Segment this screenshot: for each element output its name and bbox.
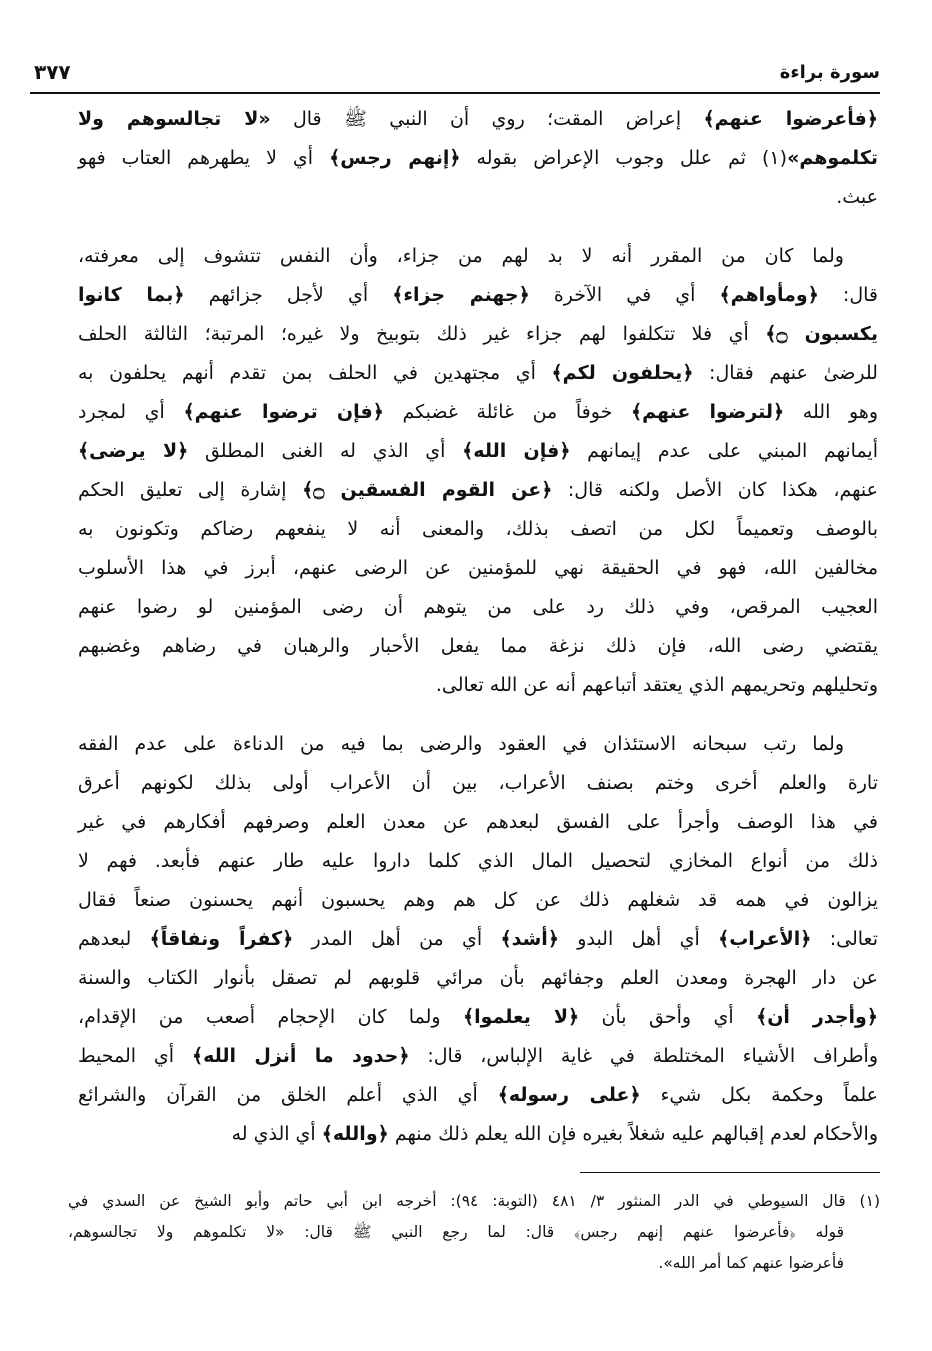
- text-line: [78, 1037, 878, 1076]
- text-line: [78, 354, 878, 393]
- commentary-text: وأطراف الأشياء المختلطة في غاية الإلباس، قال:: [409, 1045, 878, 1067]
- quran-quote: ﴿ومأواهم﴾: [719, 284, 819, 306]
- quran-quote: ﴿وأجدر أن﴾: [756, 1006, 878, 1028]
- commentary-text: أي لا يطهرهم العتاب فهو: [78, 147, 330, 169]
- commentary-text: أي الذي أعلم الخلق من القرآن والشرائع: [78, 1084, 498, 1106]
- commentary-text: ولما كان الإحجام أصعب من الإقدام،: [78, 1006, 463, 1028]
- commentary-text: العجيب المرقص، وفي ذلك رد على من يتوهم أن رضى المؤمنين لو رضوا عنهم: [78, 596, 878, 618]
- commentary-text: ذلك من أنواع المخازي لتحصيل المال الذي كلما داروا عليه طار عنهم فأبعد. فهم لا: [78, 850, 878, 872]
- commentary-text: أي مجتهدين في الحلف بمن تقدم أنهم يحلفون به: [78, 362, 552, 384]
- quran-quote: ﴿يحلفون لكم﴾: [551, 362, 694, 384]
- text-line: [78, 1115, 878, 1154]
- text-line: [78, 139, 878, 178]
- commentary-text: عن دار الهجرة ومعدن العلم وجفائهم بأن مرائي قلوبهم لم تصقل بأنوار الكتاب والسنة: [78, 967, 878, 989]
- commentary-text: عبث.: [836, 186, 878, 208]
- quran-quote: ﴿لا يعلموا﴾: [462, 1006, 580, 1028]
- commentary-text: أي لأجل جزائهم: [184, 284, 393, 306]
- surah-title: سورة براءة: [779, 62, 880, 83]
- text-line: [78, 510, 878, 549]
- commentary-text: قال:: [818, 284, 879, 306]
- text-line: [78, 315, 878, 354]
- commentary-text: أي أهل البدو: [558, 928, 719, 950]
- commentary-text: في هذا الوصف وأجرأ على الفسق لبعدهم عن معدن العلم وصرفهم أفكارهم في غير: [78, 811, 878, 833]
- commentary-text: أيمانهم المبني على عدم إيمانهم: [570, 440, 878, 462]
- quran-quote: ﴿جهنم جزاء﴾: [392, 284, 530, 306]
- text-line: [78, 432, 878, 471]
- quran-quote: ﴿الأعراب﴾: [718, 928, 812, 950]
- quran-quote: ﴿لا يرضى﴾: [78, 440, 189, 462]
- commentary-text: علماً وحكمة بكل شيء: [640, 1084, 878, 1106]
- commentary-text: للرضىٰ عنهم فقال:: [693, 362, 878, 384]
- commentary-text: أي الذي له الغنى المطلق: [188, 440, 463, 462]
- text-line: [78, 393, 878, 432]
- commentary-text: بالوصف وتعميماً لكل من اتصف بذلك، والمعنى أنه لا ينفعهم رضاكم وتكونون به: [78, 518, 878, 540]
- footnote-line: قوله ﴿فأعرضوا عنهم إنهم رجس﴾ قال: لما رجع النبي ﷺ قال: «لا تكلموهم ولا تجالسوهم،: [68, 1223, 844, 1241]
- text-line: [78, 549, 878, 588]
- quran-quote: ﴿فإن الله﴾: [462, 440, 571, 462]
- commentary-text: وهو الله: [784, 401, 879, 423]
- quran-quote: ﴿والله﴾: [321, 1123, 389, 1145]
- commentary-text: وتحليلهم وتحريمهم الذي يعتقد أتباعهم أنه عن الله تعالى.: [435, 674, 878, 696]
- header-divider: [30, 92, 880, 94]
- commentary-text: إعراض المقت؛ روي أن النبي ﷺ قال: [270, 108, 704, 130]
- text-line: [78, 881, 878, 920]
- text-line: [78, 842, 878, 881]
- text-line: [78, 1076, 878, 1115]
- commentary-text: عنهم، هكذا كان الأصل ولكنه قال:: [552, 479, 878, 501]
- text-line: [78, 998, 878, 1037]
- commentary-text: تارة والعلم أخرى وختم بصنف الأعراب، بين أن الأعراب أولى بذلك لكونهم أعرق: [78, 772, 878, 794]
- quran-quote: ﴿حدود ما أنزل الله﴾: [191, 1045, 410, 1067]
- text-line: [78, 471, 878, 510]
- quran-quote: ﴿على رسوله﴾: [497, 1084, 641, 1106]
- commentary-text: أي الذي له: [231, 1123, 322, 1145]
- quran-quote: ﴿لترضوا عنهم﴾: [630, 401, 785, 423]
- quran-quote: «لا تجالسوهم ولا: [78, 108, 271, 130]
- commentary-text: أي لمجرد: [78, 401, 184, 423]
- commentary-text: أي المحيط: [78, 1045, 192, 1067]
- commentary-text: أي فلا تتكلفوا لهم جزاء غير ذلك بتوبيخ ولا غيره؛ المرتبة؛ الثالثة الحلف: [78, 323, 766, 345]
- commentary-text: خوفاً من غائلة غضبكم: [383, 401, 631, 423]
- quran-quote: ﴿كفراً ونفاقاً﴾: [149, 928, 294, 950]
- commentary-text: والأحكام لعدم إقبالهم عليه شغلاً بغيره فإن الله يعلم ذلك منهم: [388, 1123, 878, 1145]
- text-line: [78, 803, 878, 842]
- text-line: [78, 588, 878, 627]
- text-line: [78, 920, 878, 959]
- quran-quote: ﴿فأعرضوا عنهم﴾: [703, 108, 878, 130]
- text-line: [78, 100, 878, 139]
- commentary-text: (١) ثم علل وجوب الإعراض بقوله: [460, 147, 788, 169]
- body-text: [78, 100, 878, 1154]
- commentary-text: تعالى:: [811, 928, 878, 950]
- commentary-text: لبعدهم: [78, 928, 150, 950]
- quran-quote: ﴿فإن ترضوا عنهم﴾: [183, 401, 384, 423]
- commentary-text: أي من أهل المدر: [293, 928, 501, 950]
- quran-quote: ﴿بما كانوا: [78, 284, 185, 306]
- footnote-line: فأعرضوا عنهم كما أمر الله».: [658, 1254, 844, 1272]
- commentary-text: يقتضي رضى الله، فإن ذلك نزغة مما يفعل الأحبار والرهبان في رضاهم وغضبهم: [78, 635, 878, 657]
- commentary-text: إشارة إلى تعليق الحكم: [78, 479, 303, 501]
- quran-quote: تكلموهم»: [787, 147, 878, 169]
- text-line: [78, 725, 878, 764]
- quran-quote: ﴿إنهم رجس﴾: [329, 147, 461, 169]
- quran-quote: ﴿أشد﴾: [500, 928, 559, 950]
- text-line: [78, 276, 878, 315]
- quran-quote: يكسبون ۝﴾: [765, 323, 878, 345]
- commentary-text: أي وأحق بأن: [579, 1006, 757, 1028]
- commentary-text: ولما رتب سبحانه الاستئذان في العقود والرضى بما فيه من الدناءة على عدم الفقه: [78, 733, 844, 755]
- footnote-divider: [580, 1172, 880, 1173]
- paragraph: [78, 237, 878, 705]
- commentary-text: أي في الآخرة: [529, 284, 720, 306]
- page-number: ٣٧٧: [34, 60, 71, 84]
- paragraph: [78, 725, 878, 1154]
- text-line: [78, 237, 878, 276]
- text-line: [78, 764, 878, 803]
- text-line: [78, 666, 878, 705]
- commentary-text: يزالون في همه قد شغلهم ذلك عن كل هم وهم يحسبون أنهم يحسنون صنعاً فقال: [78, 889, 878, 911]
- commentary-text: مخالفين الله، فهو في الحقيقة نهي للمؤمنين عن الرضى عنهم، أبرز في هذا الأسلوب: [78, 557, 878, 579]
- text-line: [78, 959, 878, 998]
- text-line: [78, 178, 878, 217]
- paragraph: [78, 100, 878, 217]
- commentary-text: ولما كان من المقرر أنه لا بد لهم من جزاء، وأن النفس تتشوف إلى معرفته،: [78, 245, 844, 267]
- quran-quote: ﴿عن القوم الفسقين ۝﴾: [302, 479, 553, 501]
- footnote-line: (١) قال السيوطي في الدر المنثور ٣/ ٤٨١ (التوبة: ٩٤): أخرجه ابن أبي حاتم وأبو الشيخ عن السدي في: [68, 1192, 880, 1210]
- text-line: [78, 627, 878, 666]
- footnotes: [68, 1186, 880, 1279]
